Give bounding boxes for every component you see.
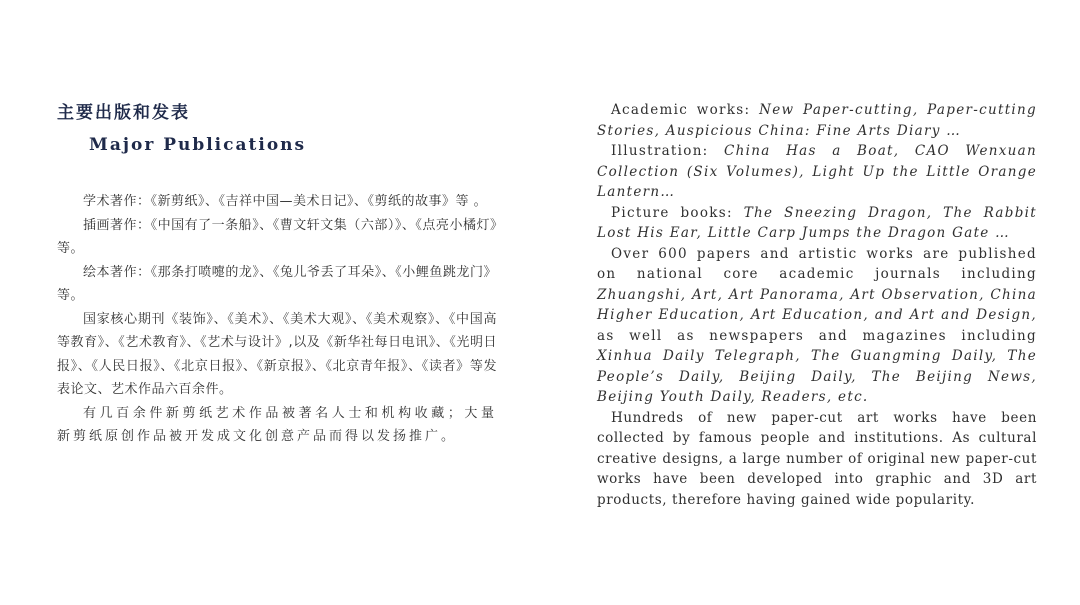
cn-paragraph-picture-books: 绘本著作：《那条打喷嚏的龙》、《兔儿爷丢了耳朵》、《小鲤鱼跳龙门》等。 xyxy=(57,264,497,303)
section-title-chinese: 主要出版和发表 xyxy=(57,103,190,123)
cn-paragraph-illustration: 插画著作：《中国有了一条船》、《曹文轩文集（六部）》、《点亮小橘灯》等。 xyxy=(57,217,497,256)
journal-list: Zhuangshi, Art, Art Panorama, Art Observation, China Higher Education, Art Education, and Art and Design, xyxy=(597,286,1037,323)
illustration-label: Illustration: xyxy=(611,143,725,159)
newspaper-list: Xinhua Daily Telegraph, The Guangming Daily, The People’s Daily, Beijing Daily, The Beijing News, Beijing Youth Daily, Readers, etc. xyxy=(597,348,1037,405)
en-paragraph-journals xyxy=(597,244,1037,408)
cn-paragraph-academic: 学术著作：《新剪纸》、《吉祥中国—美术日记》、《剪纸的故事》等 。 xyxy=(83,194,488,209)
illustration-works: China Has a Boat, CAO Wenxuan Collection (Six Volumes), Light Up the Little Orange Lantern… xyxy=(597,143,1037,200)
picture-books-works: The Sneezing Dragon, The Rabbit Lost His Ear, Little Carp Jumps the Dragon Gate … xyxy=(597,204,1037,241)
academic-works: New Paper-cutting, Paper-cutting Stories, Auspicious China: Fine Arts Diary … xyxy=(597,102,1037,139)
chinese-column xyxy=(57,100,497,449)
cn-paragraph-journals: 国家核心期刊《装饰》、《美术》、《美术大观》、《美术观察》、《中国高等教育》、《艺术教育》、《艺术与设计》,以及《新华社每日电讯》、《光明日报》、《人民日报》、《北京日报》、《新京报》、《北京青年报》、《读者》等发表论文、艺术作品六百余件。 xyxy=(57,311,497,397)
en-paragraph-picture-books xyxy=(597,203,1037,244)
journals-intro: Over 600 papers and artistic works are published on national core academic journals including xyxy=(597,245,1037,282)
en-paragraph-collected: Hundreds of new paper-cut art works have been collected by famous people and institutions. As cultural creative designs, a large number of original new paper-cut works have been developed into graphic and 3D art products, therefore having gained wide popularity. xyxy=(597,409,1037,508)
section-title-english: Major Publications xyxy=(89,135,307,155)
chinese-body xyxy=(57,190,497,449)
en-paragraph-illustration xyxy=(597,141,1037,203)
picture-books-label: Picture books: xyxy=(611,204,744,221)
english-column xyxy=(597,100,1037,510)
journals-middle: as well as newspapers and magazines including xyxy=(597,327,1037,344)
cn-paragraph-collected: 有几百余件新剪纸艺术作品被著名人士和机构收藏；大量新剪纸原创作品被开发成文化创意产品而得以发扬推广。 xyxy=(57,405,497,444)
en-paragraph-academic xyxy=(597,100,1037,141)
academic-label: Academic works: xyxy=(611,102,760,118)
